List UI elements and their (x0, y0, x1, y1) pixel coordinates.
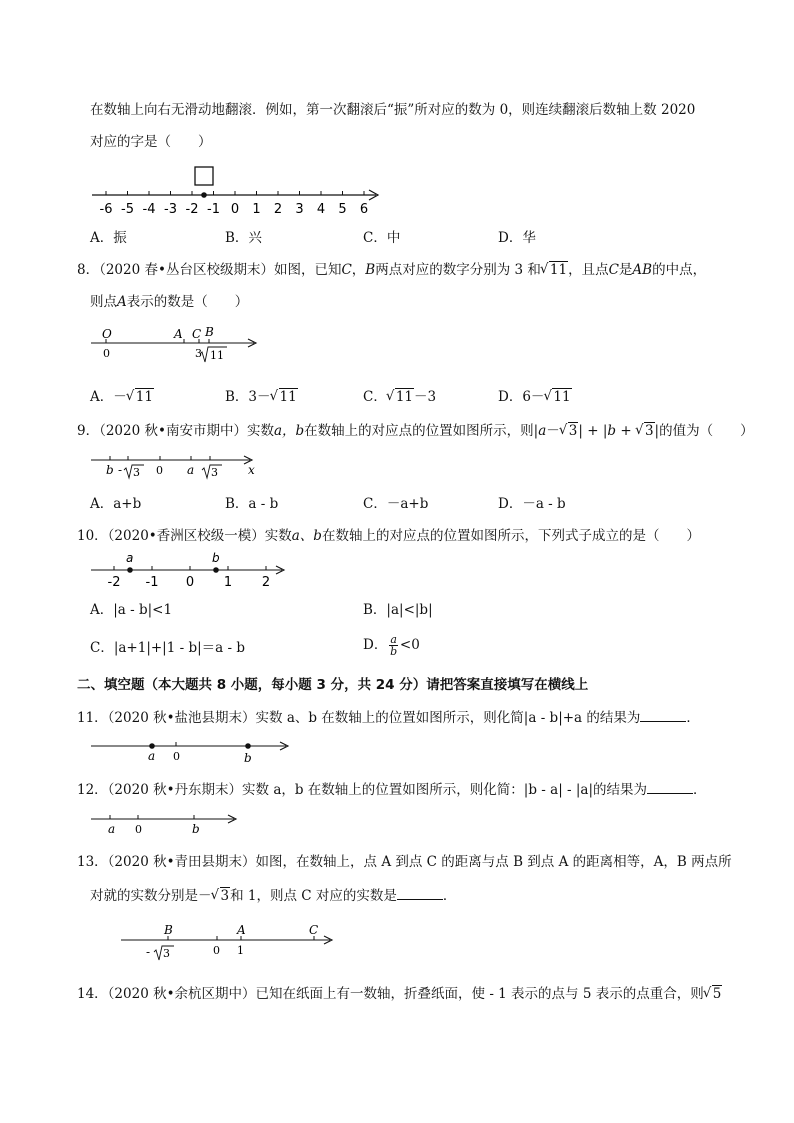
q7-tick-label: -4 (142, 202, 156, 217)
q12-number-line (88, 811, 248, 839)
q7-point (201, 192, 207, 198)
q9-label-neg: - (118, 463, 123, 477)
q11-label-b: b (244, 751, 252, 765)
q7-option-b[interactable]: B．兴 (225, 230, 262, 246)
q9-label-0: 0 (156, 464, 163, 477)
q12-answer-blank[interactable] (647, 781, 693, 794)
q7-tick-label: 3 (295, 202, 304, 217)
q11-point-a (149, 743, 155, 749)
q10-option-c[interactable]: C．|a+1|+|1 - b|＝a - b (90, 640, 245, 656)
q8-number-line (88, 322, 268, 368)
q10-option-b[interactable]: B．|a|<|b| (363, 602, 433, 618)
q13-line2: 对就的实数分别是－√ 3和 1，则点 C 对应的实数是 ． (90, 887, 456, 905)
q13-label-0: 0 (213, 944, 220, 957)
q12-label-0: 0 (135, 823, 142, 836)
q13-label-c: C (309, 923, 319, 937)
q12-label-b: b (192, 822, 200, 836)
q10-tick-label: 1 (223, 575, 233, 590)
q11-number-line (88, 737, 298, 767)
q8-label-o: O (102, 327, 112, 341)
q7-tick-label: -2 (185, 202, 199, 217)
q7-number-line (88, 162, 388, 222)
q7-line1: 在数轴上向右无滑动地翻滚．例如，第一次翻滚后“振”所对应的数为 0，则连续翻滚后数轴上数 2020 (90, 102, 696, 118)
q8-line2: 则点A表示的数是（ ） (90, 294, 249, 310)
q7-square-box (195, 167, 213, 185)
q9-label-a: a (187, 463, 195, 477)
q13-number-line (118, 922, 348, 964)
q9-label-b: b (106, 463, 114, 477)
q12-line1: 12．（2020 秋•丹东期末）实数 a，b 在数轴上的位置如图所示，则化简：|b - a| - |a|的结果为 ． (77, 782, 707, 798)
q10-label-b: b (212, 551, 220, 565)
q7-tick-label: -6 (99, 202, 113, 217)
q8-option-c[interactable]: C．√ 11－3 (363, 388, 436, 406)
q10-tick-label: -2 (107, 575, 121, 590)
q11-point-b (245, 743, 251, 749)
q12-label-a: a (108, 822, 116, 836)
q9-number-line (88, 448, 278, 484)
q8-option-d[interactable]: D．6－√ 11 (498, 388, 572, 406)
q13-label-rad: 3 (163, 947, 170, 960)
sqrt-11: √ 11 (541, 261, 568, 279)
q8-line1: 8．（2020 春•丛台区校级期末）如图，已知C，B两点对应的数字分别为 3 和√ 11，且点C是AB的中点， (77, 261, 706, 279)
q13-label-b: B (164, 923, 173, 937)
q8-label-3: 3 (195, 347, 202, 360)
q11-label-0: 0 (173, 750, 180, 763)
q9-option-c[interactable]: C．－a+b (363, 496, 429, 512)
q7-tick-label: 5 (338, 202, 347, 217)
q13-line1: 13．（2020 秋•青田县期末）如图，在数轴上，点 A 到点 C 的距离与点 B 到点 A 的距离相等，A，B 两点所 (77, 854, 732, 870)
q8-label-c: C (192, 327, 202, 341)
q7-option-a[interactable]: A．振 (90, 230, 127, 246)
q9-label-rad-neg: 3 (133, 466, 140, 479)
q10-tick-label: 0 (185, 575, 195, 590)
q10-line1: 10．（2020•香洲区校级一模）实数a、b在数轴上的对应点的位置如图所示，下列式子成立的是（ ） (77, 528, 700, 544)
q8-option-a[interactable]: A．－√ 11 (90, 388, 154, 406)
q10-option-d[interactable]: D． $\frac{a}{b}$ <0 (363, 633, 420, 658)
q7-tick-label: 1 (252, 202, 261, 217)
q7-option-c[interactable]: C．中 (363, 230, 401, 246)
q7-tick-label: -5 (121, 202, 134, 217)
q8-label-0: 0 (103, 347, 110, 360)
q9-option-a[interactable]: A．a+b (90, 496, 142, 512)
section-2-heading: 二、填空题（本大题共 8 小题，每小题 3 分，共 24 分）请把答案直接填写在横线上 (77, 677, 589, 693)
q7-tick-label: 0 (230, 202, 240, 217)
q7-tick-label: -1 (207, 202, 220, 217)
q10-tick-label: 2 (261, 575, 271, 590)
q7-tick-label: 4 (316, 202, 326, 217)
q10-option-a[interactable]: A．|a - b|<1 (90, 602, 173, 618)
q9-option-b[interactable]: B．a - b (225, 496, 279, 512)
q10-point-b (213, 567, 219, 573)
q11-answer-blank[interactable] (640, 709, 686, 722)
q7-line2: 对应的字是（ ） (90, 134, 212, 150)
q10-tick-label: -1 (145, 575, 159, 590)
q13-answer-blank[interactable] (397, 887, 443, 900)
q9-option-d[interactable]: D．－a - b (498, 496, 566, 512)
q7-tick-label: 2 (273, 202, 283, 217)
q7-tick-label: -3 (164, 202, 177, 217)
q11-line1: 11．（2020 秋•盐池县期末）实数 a、b 在数轴上的位置如图所示，则化简|a - b|+a 的结果为 ． (77, 710, 700, 726)
q14-line1: 14．（2020 秋•余杭区期中）已知在纸面上有一数轴，折叠纸面，使 - 1 表示的点与 5 表示的点重合，则√ 5 (77, 985, 722, 1003)
q7-tick-label: 6 (359, 202, 369, 217)
q10-label-a: a (126, 551, 134, 565)
q8-label-b: B (205, 325, 214, 339)
q9-label-x: x (248, 463, 255, 477)
q13-label-1: 1 (237, 944, 244, 957)
q7-option-d[interactable]: D．华 (498, 230, 536, 246)
q8-label-rad: 11 (210, 349, 224, 362)
q8-label-a: A (174, 327, 183, 341)
fraction-a-over-b: $\frac{a}{b}$ (390, 633, 398, 658)
q9-line1: 9．（2020 秋•南安市期中）实数a，b在数轴上的对应点的位置如图所示，则|a－√ 3| + |b + √ 3|的值为（ ） (77, 422, 754, 440)
q13-label-neg: - (146, 945, 151, 959)
q11-label-a: a (148, 749, 156, 763)
q9-label-rad: 3 (211, 466, 218, 479)
q8-option-b[interactable]: B．3－√ 11 (225, 388, 298, 406)
q10-point-a (127, 567, 133, 573)
q13-label-a: A (237, 923, 246, 937)
q10-number-line (88, 550, 288, 590)
